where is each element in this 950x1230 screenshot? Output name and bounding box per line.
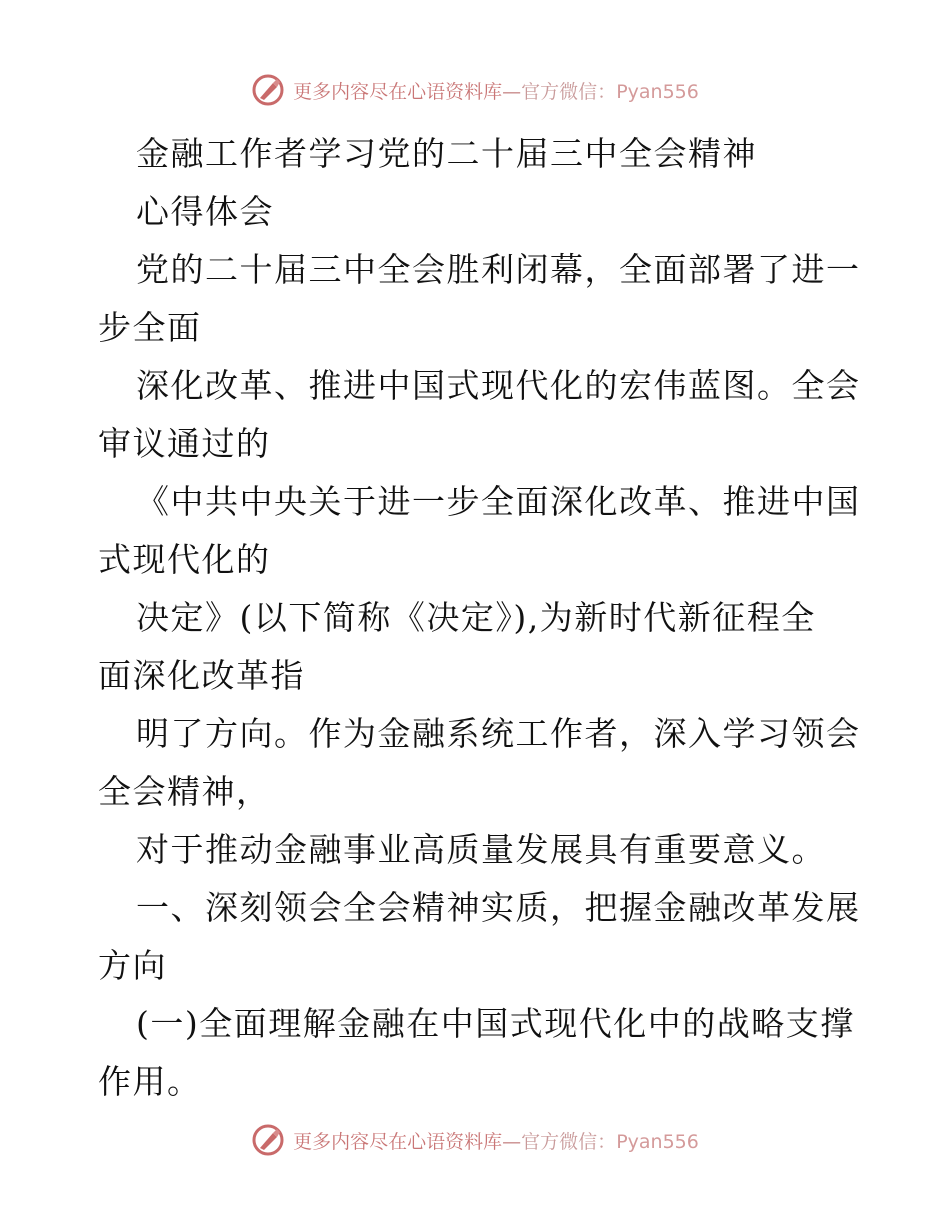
text-line: 对于推动金融事业高质量发展具有重要意义。 [136, 830, 826, 869]
text-line: 明了方向。作为金融系统工作者，深入学习领会 [136, 714, 861, 753]
footer-watermark [0, 1120, 950, 1160]
text-line: 一、深刻领会全会精神实质，把握金融改革发展 [136, 888, 861, 927]
text-line: 审议通过的 [98, 424, 271, 463]
text-line: (一)全面理解金融在中国式现代化中的战略支撑 [136, 1004, 855, 1043]
text-line: 面深化改革指 [98, 656, 305, 695]
text-line: 作用。 [98, 1062, 202, 1101]
document-body [98, 125, 861, 1111]
watermark-sub: 官方微信： [521, 1130, 617, 1153]
watermark-id: Pyan556 [616, 80, 699, 103]
text-line: 金融工作者学习党的二十届三中全会精神 [136, 134, 757, 173]
text-line: 深化改革、推进中国式现代化的宏伟蓝图。全会 [136, 366, 861, 405]
pen-logo-icon [251, 1123, 285, 1157]
header-watermark [0, 70, 950, 110]
watermark-dash: — [502, 80, 522, 103]
text-line: 决定》(以下简称《决定》),为新时代新征程全 [136, 598, 816, 637]
pen-logo-icon [251, 73, 285, 107]
text-line: 心得体会 [136, 192, 274, 231]
text-line: 党的二十届三中全会胜利闭幕，全面部署了进一 [136, 250, 861, 289]
text-line: 方向 [98, 946, 167, 985]
watermark-main: 更多内容尽在心语资料库 [293, 1130, 503, 1153]
watermark-text [293, 77, 699, 104]
watermark-sub: 官方微信： [521, 80, 617, 103]
watermark-id: Pyan556 [616, 1130, 699, 1153]
text-line: 式现代化的 [98, 540, 271, 579]
text-line: 全会精神， [98, 772, 271, 811]
text-line: 《中共中央关于进一步全面深化改革、推进中国 [136, 482, 861, 521]
watermark-main: 更多内容尽在心语资料库 [293, 80, 503, 103]
watermark-text [293, 1127, 699, 1154]
watermark-dash: — [502, 1130, 522, 1153]
text-line: 步全面 [98, 308, 202, 347]
